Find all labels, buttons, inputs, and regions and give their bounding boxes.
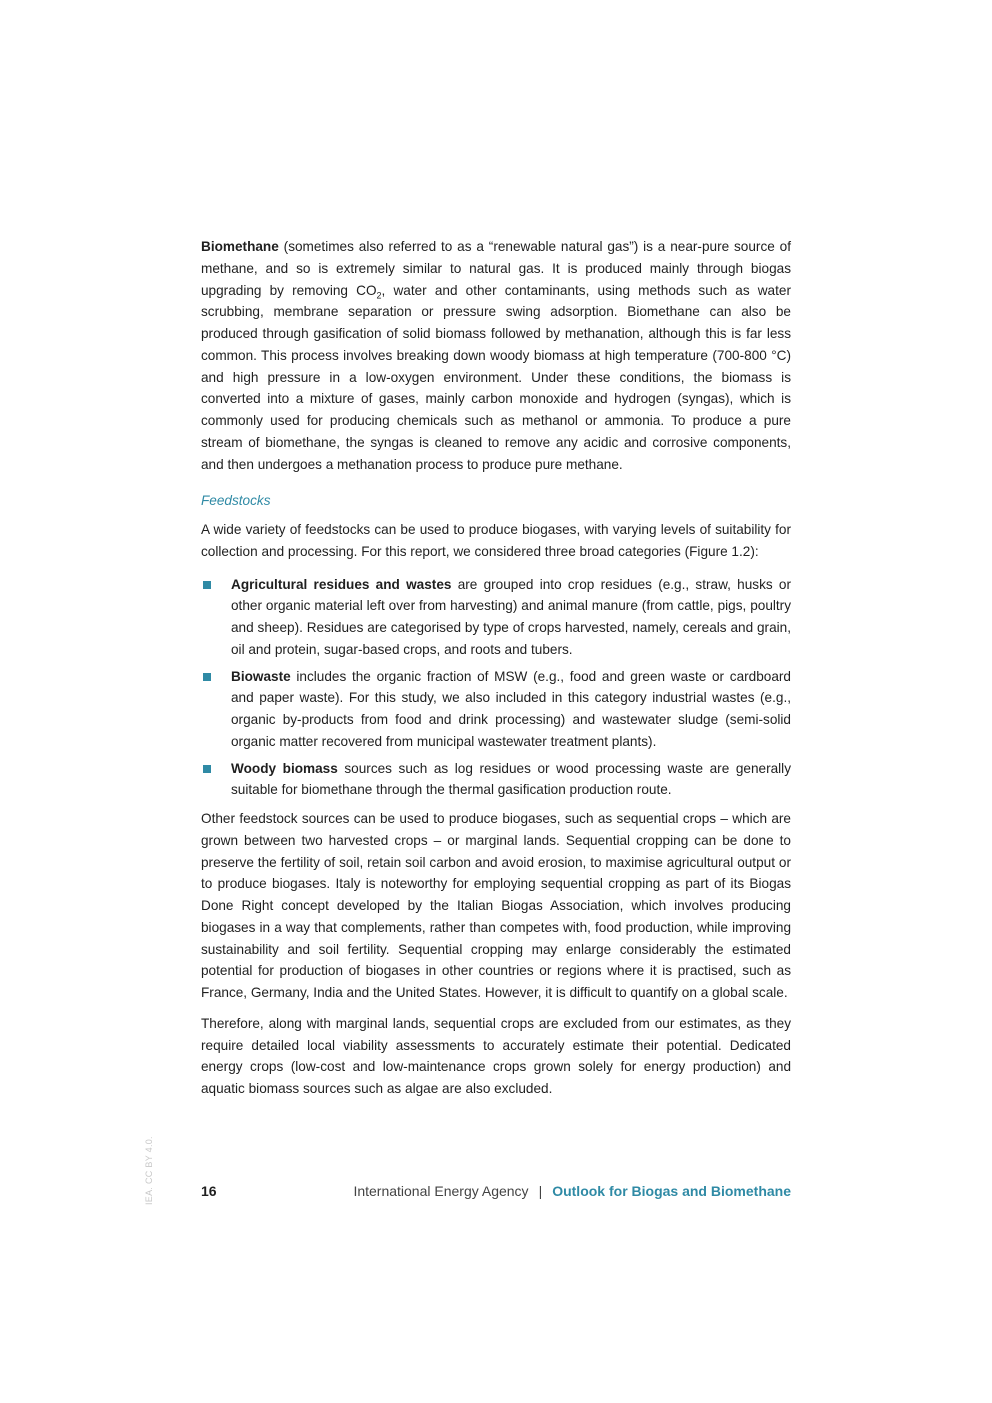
paragraph-biomethane	[201, 236, 791, 475]
paragraph-exclusions: Therefore, along with marginal lands, sequential crops are excluded from our estimates, as they require detailed local viability assessments to accurately estimate their potential. Dedicated energy crops (low-cost and low-maintenance crops grown solely for energy production) and aquatic biomass sources such as algae are also excluded.	[201, 1015, 791, 1096]
list-item-agricultural	[201, 574, 791, 661]
term-agricultural-residues: Agricultural residues and wastes	[231, 576, 452, 592]
footer-running-title	[353, 1183, 791, 1199]
square-bullet-icon	[203, 673, 211, 681]
paragraph-other-feedstocks: Other feedstock sources can be used to produce biogases, such as sequential crops – which are grown between two harvested crops – or marginal lands. Sequential cropping can be done to preserve the fertility of soil, retain soil carbon and avoid erosion, to maximise agricultural output or to produce biogases. Italy is noteworthy for employing sequential cropping as part of its Biogas Done Right concept developed by the Italian Biogas Association, which involves producing biogases in a way that complements, rather than competes with, food production, while improving sustainability and soil fertility. Sequential cropping may enlarge considerably the estimated potential for production of biogases in other countries or regions where it is practised, such as France, Germany, India and the United States. However, it is difficult to quantify on a global scale.	[201, 811, 791, 1000]
list-item-biowaste	[201, 666, 791, 753]
paragraph-feedstocks-intro: A wide variety of feedstocks can be used to produce biogases, with varying levels of suitability for collection and processing. For this report, we considered three broad categories (Figure 1.2):	[201, 522, 791, 559]
square-bullet-icon	[203, 581, 211, 589]
biowaste-description: includes the organic fraction of MSW (e.g., food and green waste or cardboard and paper waste). For this study, we also included in this category industrial wastes (e.g., organic by-products from food and drink processing) and wastewater sludge (semi-solid organic matter recovered from municipal wastewater treatment plants).	[231, 668, 791, 749]
page-number: 16	[201, 1183, 217, 1199]
report-title: Outlook for Biogas and Biomethane	[552, 1183, 791, 1199]
footer-separator: |	[538, 1183, 543, 1199]
page-footer	[201, 1181, 791, 1203]
term-biowaste: Biowaste	[231, 668, 291, 684]
woody-biomass-description: sources such as log residues or wood processing waste are generally suitable for biomethane through the thermal gasification production route.	[231, 760, 792, 798]
term-woody-biomass: Woody biomass	[231, 760, 338, 776]
license-watermark: IEA. CC BY 4.0.	[144, 1136, 154, 1205]
subheading-feedstocks: Feedstocks	[201, 493, 271, 509]
page-body	[201, 236, 791, 1100]
co2-subscript: 2	[376, 290, 382, 301]
agricultural-description: are grouped into crop residues (e.g., straw, husks or other organic material left over from harvesting) and animal manure (from cattle, pigs, poultry and sheep). Residues are categorised by type of crops harvested, namely, cereals and grain, oil and protein, sugar-based crops, and roots and tubers.	[231, 576, 791, 657]
feedstock-category-list	[201, 574, 791, 802]
square-bullet-icon	[203, 765, 211, 773]
biomethane-text-part-1: (sometimes also referred to as a “renewable natural gas”) is a near-pure source of methane, and so is extremely similar to natural gas. It is produced mainly through biogas upgrading by removing CO	[201, 239, 791, 298]
biomethane-text-part-2: , water and other contaminants, using methods such as water scrubbing, membrane separation or pressure swing adsorption. Biomethane can also be produced through gasification of solid biomass followed by methanation, although this is far less common. This process involves breaking down woody biomass at high temperature (700-800 °C) and high pressure in a low-oxygen environment. Under these conditions, the biomass is converted into a mixture of gases, mainly carbon monoxide and hydrogen (syngas), which is commonly used for producing chemicals such as methanol or ammonia. To produce a pure stream of biomethane, the syngas is cleaned to remove any acidic and corrosive components, and then undergoes a methanation process to produce pure methane.	[201, 282, 791, 472]
publisher-name: International Energy Agency	[353, 1183, 529, 1199]
list-item-woody-biomass	[201, 758, 791, 802]
term-biomethane: Biomethane	[201, 239, 279, 254]
